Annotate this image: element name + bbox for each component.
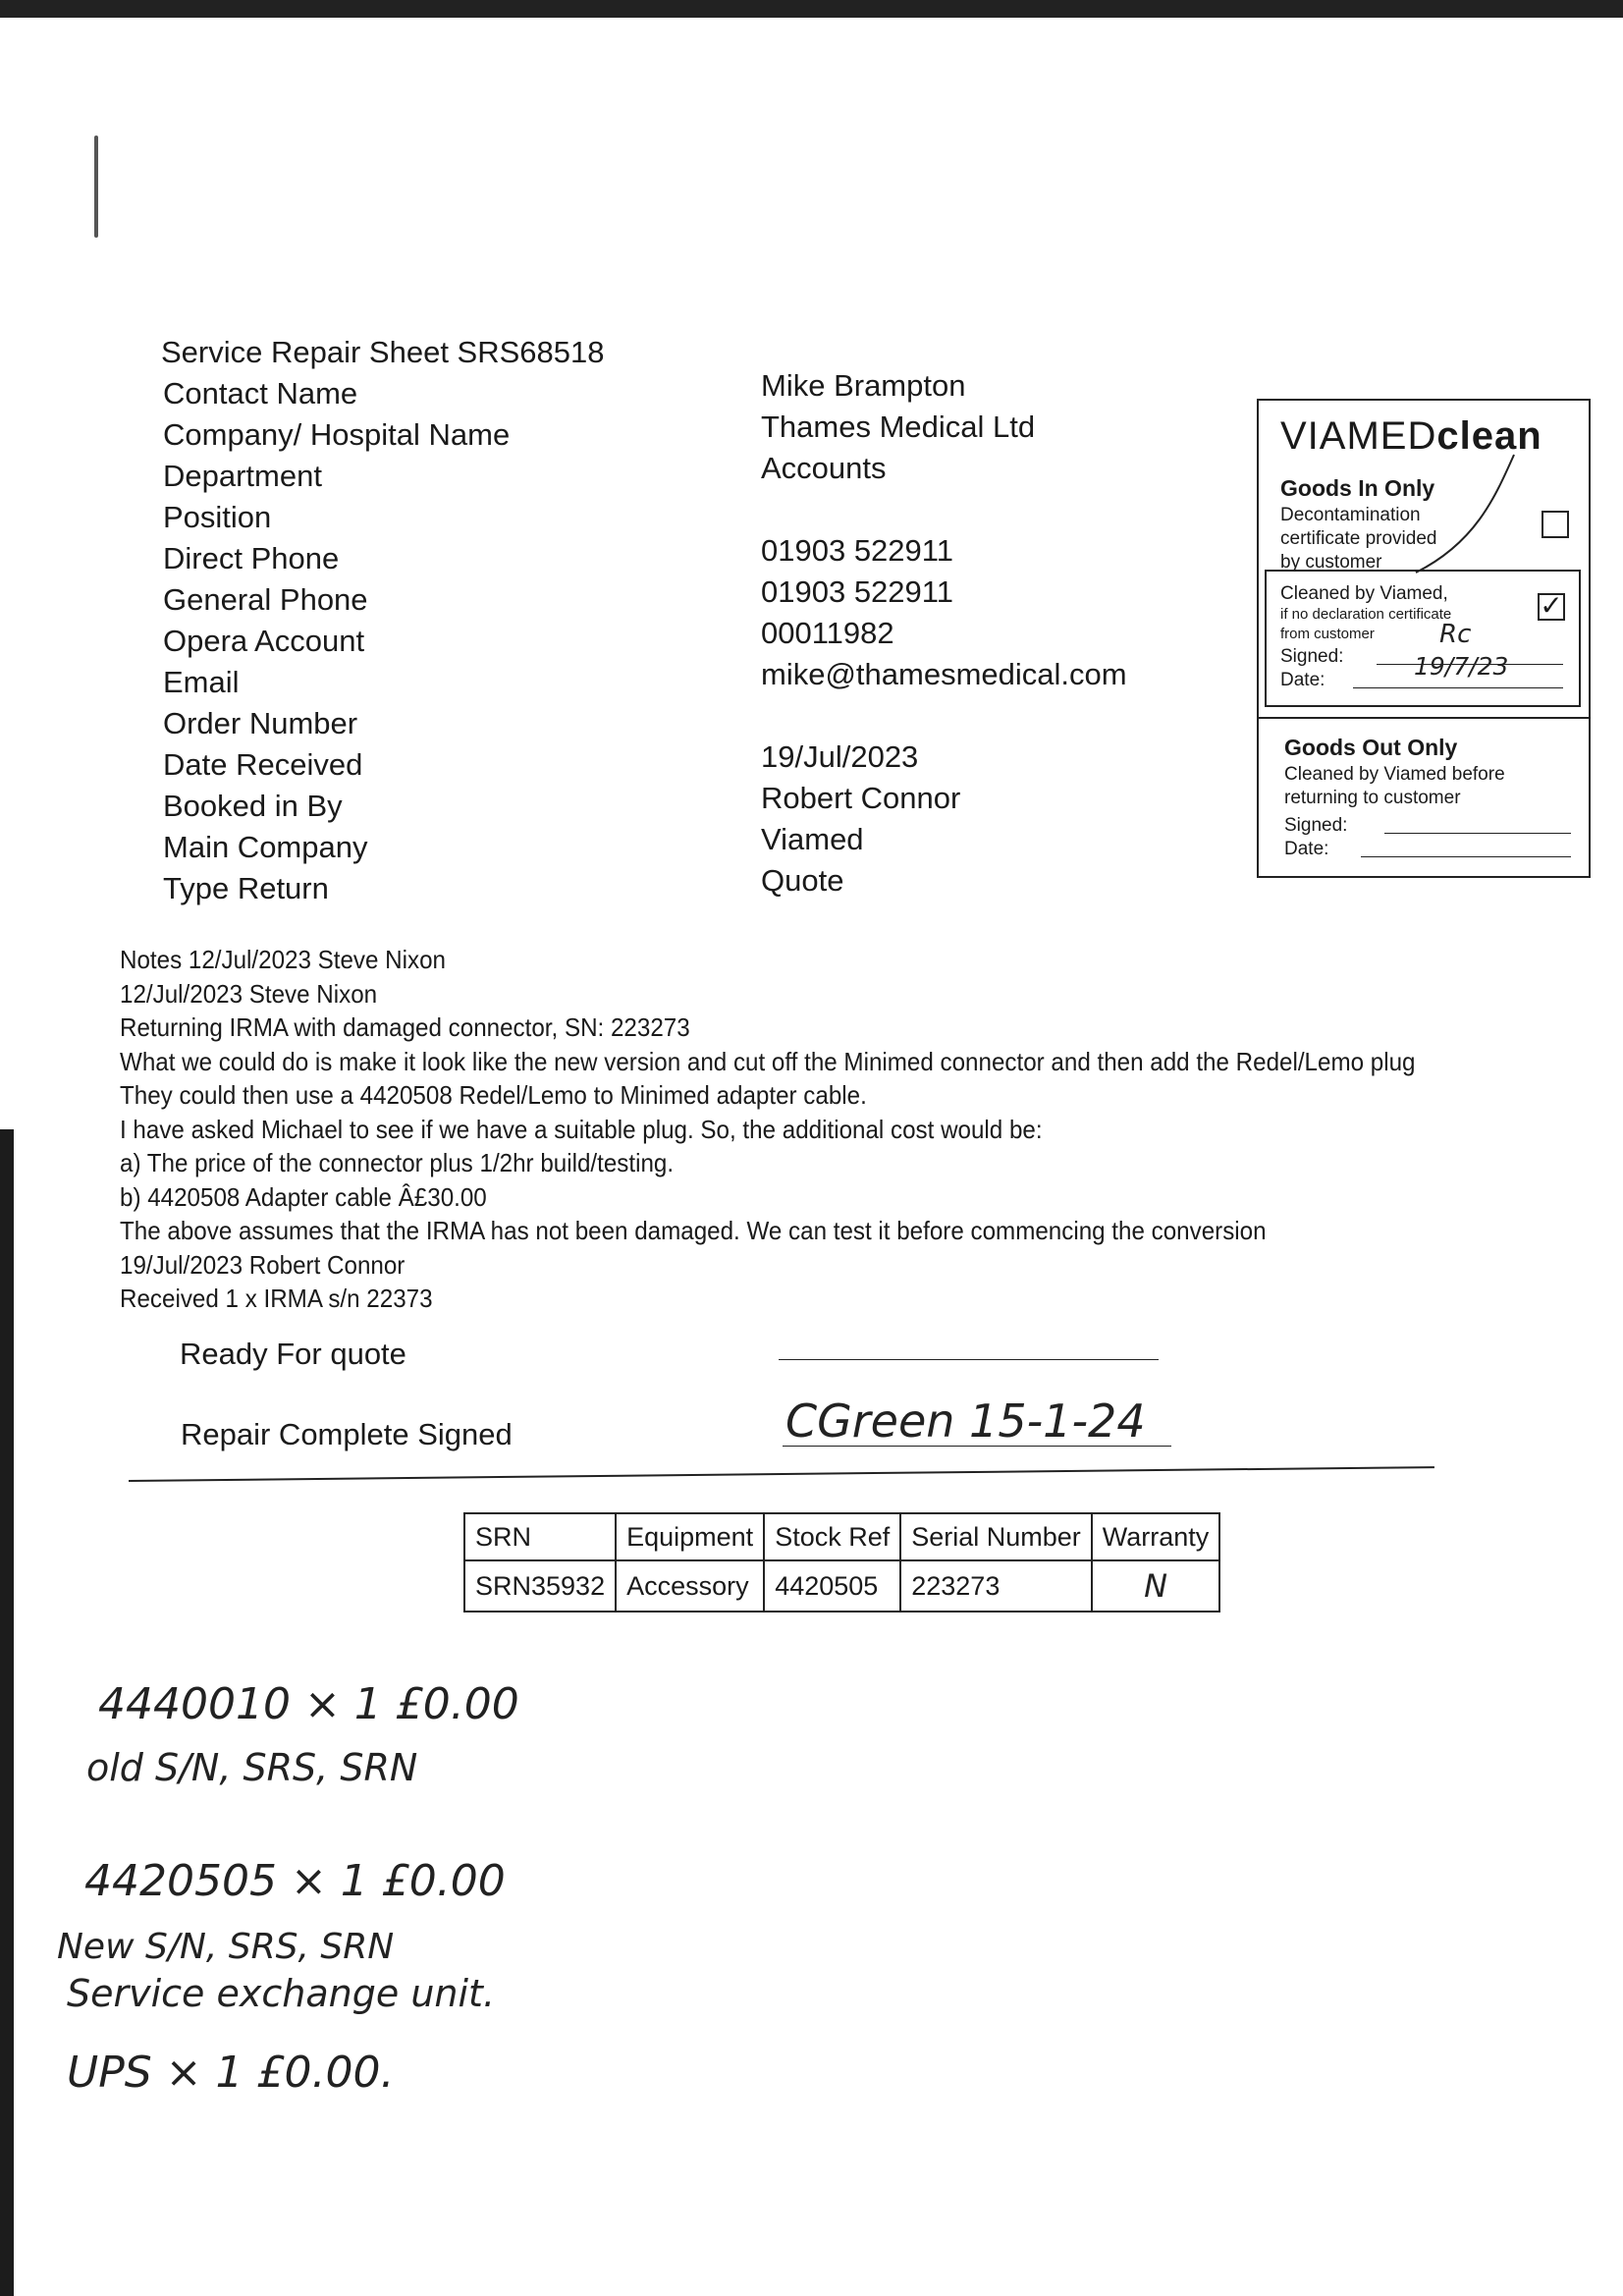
handwritten-line: old S/N, SRS, SRN (86, 1746, 418, 1789)
equipment-table (463, 1512, 1220, 1613)
label-opera-account: Opera Account (163, 624, 365, 658)
label-booked-in-by: Booked in By (163, 789, 343, 823)
value-direct-phone: 01903 522911 (761, 533, 953, 568)
value-main-company: Viamed (761, 822, 864, 856)
value-department: Accounts (761, 451, 887, 485)
handwritten-line: New S/N, SRS, SRN (57, 1927, 395, 1967)
cleaned-checkbox-checked[interactable]: ✓ (1538, 593, 1565, 621)
label-position: Position (163, 500, 272, 534)
value-type-return: Quote (761, 863, 844, 898)
note-line: Received 1 x IRMA s/n 22373 (120, 1284, 433, 1313)
label-email: Email (163, 665, 240, 699)
note-line: Notes 12/Jul/2023 Steve Nixon (120, 945, 447, 974)
ready-for-quote-label: Ready For quote (180, 1337, 406, 1371)
field-values (761, 365, 1127, 902)
signed-initials: Rc (1439, 620, 1472, 649)
sheet-title: Service Repair Sheet SRS68518 (161, 335, 605, 369)
header-serial-number: Serial Number (900, 1513, 1092, 1560)
goods-in-text-3: by customer (1280, 552, 1382, 573)
decontamination-checkbox[interactable] (1542, 511, 1569, 538)
date-handwritten: 19/7/23 (1414, 652, 1509, 681)
header-warranty: Warranty (1092, 1513, 1220, 1560)
note-line: I have asked Michael to see if we have a suitable plug. So, the additional cost would be: (120, 1114, 1043, 1144)
value-general-phone: 01903 522911 (761, 574, 953, 609)
cell-warranty: N (1092, 1560, 1220, 1612)
note-line: They could then use a 4420508 Redel/Lemo to Minimed adapter cable. (120, 1080, 867, 1110)
cell-stock-ref: 4420505 (764, 1560, 900, 1612)
value-opera-account: 00011982 (761, 616, 894, 650)
staple-mark (94, 136, 98, 238)
label-direct-phone: Direct Phone (163, 541, 340, 575)
header-stock-ref: Stock Ref (764, 1513, 900, 1560)
label-contact-name: Contact Name (163, 376, 358, 410)
repair-complete-label: Repair Complete Signed (181, 1417, 513, 1451)
handwritten-line: 4440010 × 1 £0.00 (98, 1679, 519, 1729)
note-line: Returning IRMA with damaged connector, SN: 223273 (120, 1012, 690, 1042)
handwritten-line: Service exchange unit. (67, 1972, 496, 2015)
table-header-row (464, 1513, 1219, 1560)
note-line: a) The price of the connector plus 1/2hr build/testing. (120, 1148, 675, 1177)
value-booked-in-by: Robert Connor (761, 781, 961, 815)
label-general-phone: General Phone (163, 582, 368, 617)
goods-out-signed-label: Signed: (1284, 815, 1348, 836)
cell-srn: SRN35932 (464, 1560, 616, 1612)
value-position (761, 489, 1127, 530)
goods-out-text-1: Cleaned by Viamed before (1284, 764, 1505, 785)
field-labels (163, 373, 510, 909)
note-line: b) 4420508 Adapter cable Â£30.00 (120, 1181, 487, 1212)
value-email: mike@thamesmedical.com (761, 657, 1127, 691)
cleaned-title: Cleaned by Viamed, (1280, 583, 1448, 604)
label-company: Company/ Hospital Name (163, 417, 511, 452)
viamed-clean-stamp (1257, 399, 1591, 878)
date-label: Date: (1280, 670, 1325, 690)
value-contact-name: Mike Brampton (761, 368, 966, 403)
header-equipment: Equipment (616, 1513, 764, 1560)
note-line: What we could do is make it look like the new version and cut off the Minimed connector and then add the Redel/Lemo plug (120, 1046, 1416, 1076)
value-date-received: 19/Jul/2023 (761, 739, 919, 774)
label-date-received: Date Received (163, 747, 363, 782)
ready-for-quote-line (779, 1336, 1159, 1360)
repair-complete-line (783, 1446, 1171, 1447)
label-order-number: Order Number (163, 706, 358, 740)
note-line: The above assumes that the IRMA has not been damaged. We can test it before commencing the conversion (120, 1216, 1267, 1245)
stamp-divider (1259, 717, 1589, 719)
notes-section (120, 943, 1415, 1316)
header-srn: SRN (464, 1513, 616, 1560)
goods-in-heading: Goods In Only (1280, 475, 1435, 501)
cleaned-sub-2: from customer (1280, 626, 1375, 642)
scan-left-edge (0, 1129, 14, 2296)
cell-serial-number: 223273 (900, 1560, 1092, 1612)
label-department: Department (163, 459, 322, 493)
goods-in-text-2: certificate provided (1280, 528, 1437, 549)
handwritten-line: UPS × 1 £0.00. (67, 2048, 395, 2098)
signed-label: Signed: (1280, 646, 1344, 667)
table-row (464, 1560, 1219, 1612)
scan-top-edge (0, 0, 1623, 18)
goods-in-text-1: Decontamination (1280, 505, 1421, 525)
viamed-clean-logo: VIAMEDclean (1280, 414, 1542, 458)
handwritten-line: 4420505 × 1 £0.00 (84, 1856, 506, 1906)
goods-out-heading: Goods Out Only (1284, 735, 1458, 760)
value-order-number (761, 695, 1127, 737)
section-divider (129, 1466, 1434, 1482)
note-line: 19/Jul/2023 Robert Connor (120, 1249, 406, 1280)
cell-equipment: Accessory (616, 1560, 764, 1612)
value-company: Thames Medical Ltd (761, 410, 1036, 444)
label-main-company: Main Company (163, 830, 368, 864)
repair-complete-signature: CGreen 15-1-24 (785, 1394, 1146, 1448)
goods-out-text-2: returning to customer (1284, 788, 1461, 808)
cleaned-by-viamed-section (1265, 570, 1581, 707)
label-type-return: Type Return (163, 871, 329, 905)
note-line: 12/Jul/2023 Steve Nixon (120, 978, 378, 1009)
goods-out-date-label: Date: (1284, 839, 1329, 859)
cleaned-sub-1: if no declaration certificate (1280, 606, 1452, 623)
pen-stroke (1406, 450, 1524, 577)
